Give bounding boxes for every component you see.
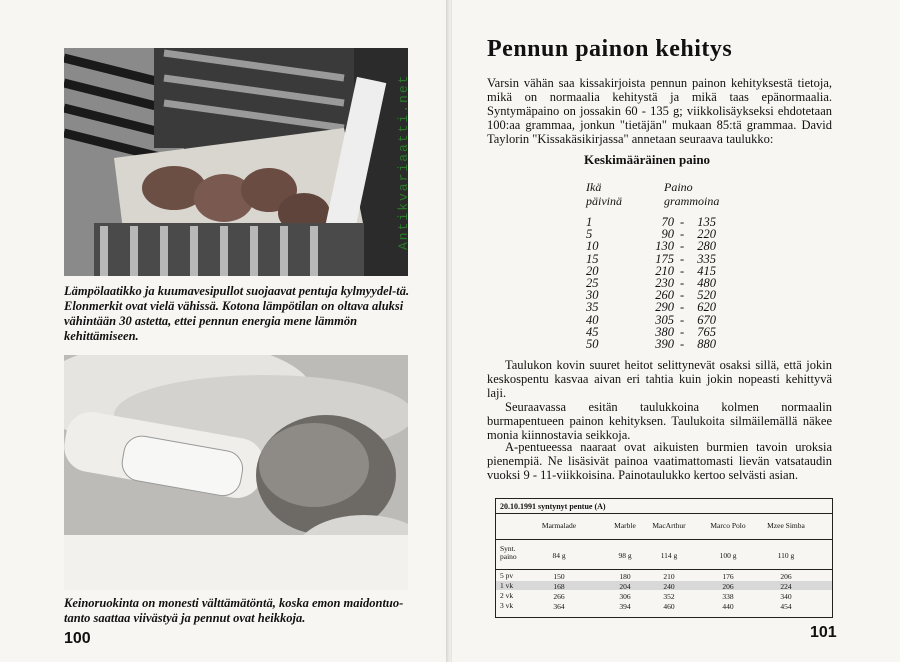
range-dash: - — [680, 215, 685, 229]
kittens-in-box-photo — [64, 48, 408, 276]
paragraph-a-litter: A-pentueessa naaraat ovat aikuisten burmien tavoin uroksia pienempiä. Ne lisäsivät painoa vaatimattomasti lievän vatsataudin vuoksi 9 - 11-viikkoisina. Painotaulukko kertoo selvästi asian. — [487, 440, 832, 482]
range-dash: - — [680, 263, 685, 278]
weight-row — [586, 277, 736, 289]
weight-low-cell: 130 — [655, 239, 674, 254]
weight-header-line: grammoina — [664, 194, 720, 208]
age-label: 3 vk — [500, 601, 514, 610]
page-number: 100 — [64, 630, 91, 647]
weight-cell: 210 — [663, 572, 675, 581]
weight-row — [586, 228, 736, 240]
age-label: 2 vk — [500, 591, 514, 600]
weight-high-cell: 670 — [697, 312, 716, 327]
weight-high-cell: 620 — [697, 300, 716, 315]
birth-weight-cell: 114 g — [660, 551, 678, 560]
weight-row — [586, 289, 736, 301]
birth-weight-cell: 98 g — [618, 551, 632, 560]
range-dash: - — [680, 276, 685, 290]
weight-high-cell: 220 — [697, 227, 716, 242]
paragraph-litters: Seuraavassa esitän taulukkoina kolmen normaalin burmapentueen painon kehityksen. Taulukoita silmäilemällä näkee monia kiinnostavia seikkoja. — [487, 400, 832, 442]
range-dash: - — [680, 337, 685, 351]
weight-low-cell: 390 — [655, 337, 674, 351]
weight-low-cell: 70 — [661, 215, 674, 229]
age-cell: 45 — [586, 324, 599, 339]
age-column-header — [586, 180, 622, 208]
weight-header-line: Paino — [664, 180, 693, 194]
intro-paragraph: Varsin vähän saa kissakirjoista pennun painon kehityksestä tietoja, mikä on normaalia kehitystä ja mikä taas epänormaalia. Syntymäpaino on jossakin 60 - 135 g; viikkolisäykseksi ehdotetaan 100:aa grammaa, jonkun "tietäjän" mukaan 85:tä grammaa. David Taylorin "Kissakäsikirjassa" annetaan seuraava taulukko: — [487, 76, 832, 146]
weight-low-cell: 175 — [655, 251, 674, 266]
weight-low-cell: 260 — [655, 288, 674, 303]
weight-low-cell: 380 — [655, 324, 674, 339]
weight-row — [586, 216, 736, 228]
weight-high-cell: 520 — [697, 288, 716, 303]
age-cell: 20 — [586, 263, 599, 278]
weight-high-cell: 135 — [697, 215, 716, 229]
weight-cell: 340 — [780, 592, 792, 601]
range-dash: - — [680, 288, 685, 303]
weight-high-cell: 765 — [697, 324, 716, 339]
kitten-column-header: Marmalade — [541, 521, 577, 530]
weight-cell: 176 — [722, 572, 734, 581]
weight-cell: 180 — [619, 572, 631, 581]
kitten-column-header: Mzee Simba — [767, 521, 805, 530]
table-rule — [496, 513, 832, 514]
weight-low-cell: 305 — [655, 312, 674, 327]
birth-weight-cell: 84 g — [552, 551, 566, 560]
weight-cell: 352 — [663, 592, 675, 601]
weight-high-cell: 880 — [697, 337, 716, 351]
weight-cell: 206 — [722, 582, 734, 591]
table-rule — [496, 569, 832, 570]
weight-row — [586, 338, 736, 350]
table-rule — [496, 539, 832, 540]
age-label: 5 pv — [500, 571, 514, 580]
birth-weight-cell: 110 g — [777, 551, 795, 560]
range-dash: - — [680, 312, 685, 327]
weight-low-cell: 290 — [655, 300, 674, 315]
bottle-feeding-photo — [64, 355, 408, 590]
weight-high-cell: 480 — [697, 276, 716, 290]
weight-row — [586, 314, 736, 326]
paragraph-variation: Taulukon kovin suuret heitot selittynevät osaksi sillä, että jokin keskospentu kasvaa aivan eri tahtia kuin jokin nopeasti kehittyvä laji. — [487, 358, 832, 400]
kitten-column-header: MacArthur — [652, 521, 686, 530]
page-number: 101 — [810, 624, 837, 641]
weight-cell: 150 — [553, 572, 565, 581]
range-dash: - — [680, 324, 685, 339]
range-dash: - — [680, 227, 685, 242]
weight-cell: 440 — [722, 602, 734, 611]
age-header-line: Ikä — [586, 180, 602, 194]
birth-weight-cell: 100 g — [719, 551, 737, 560]
weight-high-cell: 335 — [697, 251, 716, 266]
photo-bottom-caption: Keinoruokinta on monesti välttämätöntä, koska emon maidontuo-tanto saattaa viivästyä ja pennut ovat heikkoja. — [64, 596, 404, 625]
age-cell: 30 — [586, 288, 599, 303]
weight-cell: 206 — [780, 572, 792, 581]
watermark: Antikvariaatti.net — [396, 73, 411, 250]
weight-cell: 460 — [663, 602, 675, 611]
litter-weight-table — [495, 498, 833, 618]
weight-cell: 240 — [663, 582, 675, 591]
age-cell: 15 — [586, 251, 599, 266]
birth-weight-label — [500, 545, 517, 561]
weight-row — [586, 265, 736, 277]
age-header-line: päivinä — [586, 194, 622, 208]
chapter-title: Pennun painon kehitys — [487, 36, 733, 62]
weight-cell: 306 — [619, 592, 631, 601]
weight-row — [586, 253, 736, 265]
weight-low-cell: 210 — [655, 263, 674, 278]
age-cell: 40 — [586, 312, 599, 327]
age-label: 1 vk — [500, 581, 514, 590]
weight-cell: 454 — [780, 602, 792, 611]
range-dash: - — [680, 251, 685, 266]
weight-row — [586, 240, 736, 252]
range-dash: - — [680, 239, 685, 254]
weight-high-cell: 415 — [697, 263, 716, 278]
range-dash: - — [680, 300, 685, 315]
age-cell: 35 — [586, 300, 599, 315]
birth-label-line: Synt. — [500, 544, 516, 553]
kitten-column-header: Marble — [614, 521, 636, 530]
weight-low-cell: 90 — [661, 227, 674, 242]
age-cell: 5 — [586, 227, 593, 242]
age-cell: 1 — [586, 215, 593, 229]
weight-cell: 204 — [619, 582, 631, 591]
weight-cell: 338 — [722, 592, 734, 601]
weight-cell: 224 — [780, 582, 792, 591]
birth-label-line: paino — [500, 552, 517, 561]
weight-cell: 266 — [553, 592, 565, 601]
weight-row — [586, 301, 736, 313]
weight-cell: 168 — [553, 582, 565, 591]
weight-column-header — [664, 180, 719, 208]
weight-high-cell: 280 — [697, 239, 716, 254]
photo-top-caption: Lämpölaatikko ja kuumavesipullot suojaavat pentuja kylmyydel-tä. Elonmerkit ovat vielä vähissä. Kotona lämpötilan on oltava aluksi vähintään 30 astetta, ettei pennun energia mene lämmön kehittämiseen. — [64, 284, 410, 343]
weight-cell: 394 — [619, 602, 631, 611]
age-cell: 10 — [586, 239, 599, 254]
left-page — [0, 0, 448, 662]
weight-table-title: Keskimääräinen paino — [584, 152, 711, 167]
age-cell: 50 — [586, 337, 599, 351]
age-cell: 25 — [586, 276, 599, 290]
kitten-column-header: Marco Polo — [710, 521, 746, 530]
weight-row — [586, 326, 736, 338]
weight-cell: 364 — [553, 602, 565, 611]
weight-low-cell: 230 — [655, 276, 674, 290]
litter-table-title: 20.10.1991 syntynyt pentue (A) — [500, 502, 606, 511]
